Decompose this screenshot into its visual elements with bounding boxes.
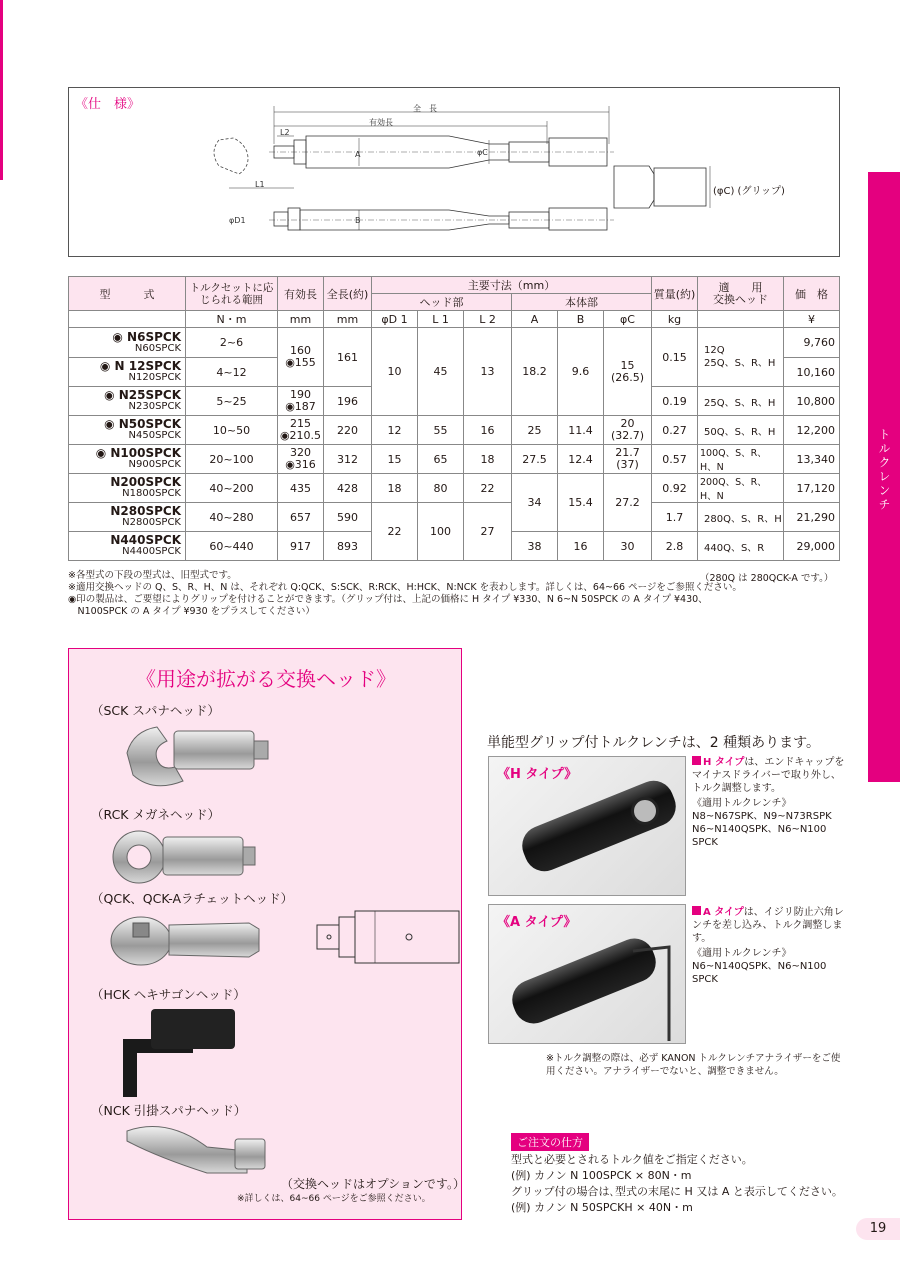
cell-l1: 45 — [418, 328, 464, 416]
model-new: ◉ N25SPCK — [104, 388, 181, 402]
order-tag: ご注文の仕方 — [511, 1133, 589, 1151]
h-type-description — [692, 756, 848, 849]
th-mass: 質量(約) — [652, 277, 698, 311]
end-cap-icon — [631, 797, 659, 825]
a-type-apply-title: 《適用トルクレンチ》 — [692, 948, 792, 959]
cell-total: 428 — [324, 474, 372, 503]
cell-price: 10,160 — [784, 358, 840, 387]
unit-total: mm — [324, 311, 372, 328]
model-old: N2800SPCK — [122, 517, 181, 528]
a-type-tag: 《A タイプ》 — [497, 915, 577, 930]
h-type-grip — [516, 775, 682, 878]
cell-price: 21,290 — [784, 503, 840, 532]
cell-range: 40~280 — [186, 503, 278, 532]
exchange-heads-panel — [68, 648, 465, 1220]
cell-l2: 27 — [464, 503, 512, 561]
cell-price: 29,000 — [784, 532, 840, 561]
unit-d1: φD 1 — [372, 311, 418, 328]
unit-a: A — [512, 311, 558, 328]
cell-l1: 100 — [418, 503, 464, 561]
spec-table — [68, 276, 840, 561]
unit-price: ¥ — [784, 311, 840, 328]
note-280q: （280Q は 280QCK-A です。） — [700, 573, 834, 584]
th-head: ヘッド部 — [372, 294, 512, 311]
cell-total: 161 — [324, 328, 372, 387]
sck-spanner-head-image — [119, 723, 279, 793]
heads-ref-note: ※詳しくは、64~66 ページをご参照ください。 — [237, 1194, 431, 1204]
cell-a: 18.2 — [512, 328, 558, 416]
wrench-square-drive-drawing — [315, 903, 461, 973]
model-old: N60SPCK — [134, 342, 181, 354]
cell-d1: 18 — [372, 474, 418, 503]
cell-l2: 22 — [464, 474, 512, 503]
cell-adapt: 100Q、S、R、H、N — [698, 445, 784, 474]
cell-eff: 435 — [278, 474, 324, 503]
nck-hook-spanner-head-image — [123, 1117, 293, 1187]
cell-range: 10~50 — [186, 416, 278, 445]
model-old: N900SPCK — [128, 459, 181, 470]
cell-eff: 190 ◉187 — [278, 387, 324, 416]
cell-price: 9,760 — [784, 328, 840, 358]
label-a: A — [355, 150, 361, 159]
cell-total: 590 — [324, 503, 372, 532]
grip-section-title: 単能型グリップ付トルクレンチは、2 種類あります。 — [487, 735, 821, 751]
unit-mass: kg — [652, 311, 698, 328]
left-accent-bar — [0, 0, 3, 180]
cell-adapt: 440Q、S、R — [698, 532, 784, 561]
model-old: N120SPCK — [128, 372, 181, 383]
cell-b: 9.6 — [558, 328, 604, 416]
label-b: B — [355, 216, 361, 225]
table-row — [69, 328, 840, 358]
order-line-2: (例) カノン N 100SPCK × 80N・m — [511, 1169, 692, 1182]
cell-eff: 320 ◉316 — [278, 445, 324, 474]
h-type-photo — [488, 756, 686, 896]
label-l2: L2 — [280, 128, 290, 137]
label-effective-length: 有効長 — [369, 118, 393, 127]
spec-title: 《仕 様》 — [75, 97, 141, 112]
hck-hexagon-head-image — [119, 1003, 239, 1103]
head-label-hck: （HCK ヘキサゴンヘッド） — [91, 987, 246, 1002]
unit-b: B — [558, 311, 604, 328]
cell-l1: 80 — [418, 474, 464, 503]
model-new: N200SPCK — [110, 475, 181, 489]
order-instructions — [511, 1152, 856, 1216]
cell-c: 27.2 — [604, 474, 652, 532]
th-body: 本体部 — [512, 294, 652, 311]
analyzer-caution: ※トルク調整の際は、必ず KANON トルクレンチアナライザーをご使用ください。アナライザーでないと、調整できません。 — [546, 1053, 841, 1077]
a-type-apply: N6~N140QSPK、N6~N100 SPCK — [692, 961, 827, 985]
model-old: N230SPCK — [128, 401, 181, 412]
section-side-tab — [868, 172, 900, 782]
cell-total: 220 — [324, 416, 372, 445]
cell-b: 15.4 — [558, 474, 604, 532]
th-main-dims: 主要寸法（mm） — [372, 277, 652, 294]
cell-eff: 657 — [278, 503, 324, 532]
cell-range: 60~440 — [186, 532, 278, 561]
note-line: ※適用交換ヘッドの Q、S、R、H、N は、それぞれ Q:QCK、S:SCK、R:RCK、H:HCK、N:NCK を表わします。詳しくは、64~66 ページをご参照ください。 — [68, 582, 742, 593]
note-line: N100SPCK の A タイプ ¥930 をプラスしてください） — [68, 606, 315, 617]
cell-b: 12.4 — [558, 445, 604, 474]
cell-mass: 1.7 — [652, 503, 698, 532]
a-type-description — [692, 906, 848, 986]
h-type-apply: N8~N67SPK、N9~N73RSPK N6~N140QSPK、N6~N100 SPCK — [692, 811, 832, 848]
cell-range: 40~200 — [186, 474, 278, 503]
page-number: 19 — [856, 1218, 900, 1240]
h-type-apply-title: 《適用トルクレンチ》 — [692, 798, 792, 809]
th-effective: 有効長 — [278, 277, 324, 311]
note-line: ◉印の製品は、ご要望によりグリップを付けることができます。（グリップ付は、上記の価格に H タイプ ¥330、N 6~N 50SPCK の A タイプ ¥430、 — [68, 594, 708, 605]
head-label-qck: （QCK、QCK-Aラチェットヘッド） — [91, 891, 294, 906]
rck-ring-head-image — [109, 827, 269, 887]
cell-d1: 10 — [372, 328, 418, 416]
model-old: N1800SPCK — [122, 488, 181, 499]
head-label-rck: （RCK メガネヘッド） — [91, 807, 220, 822]
cell-b: 16 — [558, 532, 604, 561]
unit-l2: L 2 — [464, 311, 512, 328]
cell-eff: 160 ◉155 — [278, 328, 324, 387]
cell-d1: 22 — [372, 503, 418, 561]
cell-c: 30 — [604, 532, 652, 561]
label-grip: (φC) (グリップ) — [713, 186, 785, 197]
th-total: 全長(約) — [324, 277, 372, 311]
cell-total: 893 — [324, 532, 372, 561]
cell-price: 10,800 — [784, 387, 840, 416]
cell-l2: 13 — [464, 328, 512, 416]
cell-a: 27.5 — [512, 445, 558, 474]
cell-eff: 917 — [278, 532, 324, 561]
a-type-desc: は、イジリ防止六角レンチを差し込み、トルク調整します。 — [692, 907, 844, 944]
cell-l1: 55 — [418, 416, 464, 445]
cell-adapt: 200Q、S、R、H、N — [698, 474, 784, 503]
cell-a: 34 — [512, 474, 558, 532]
th-adapt: 適 用 交換ヘッド — [698, 277, 784, 311]
label-l1: L1 — [255, 180, 265, 189]
cell-mass: 0.19 — [652, 387, 698, 416]
cell-range: 2~6 — [186, 328, 278, 358]
side-tab-label: トルクレンチ — [877, 428, 891, 512]
th-price: 価 格 — [784, 277, 840, 311]
th-model: 型 式 — [69, 277, 186, 311]
model-new: ◉ N6SPCK — [112, 329, 181, 344]
a-type-label: A タイプ — [703, 907, 744, 918]
cell-mass: 0.57 — [652, 445, 698, 474]
head-label-sck: （SCK スパナヘッド） — [91, 703, 220, 718]
h-type-tag: 《H タイプ》 — [497, 767, 578, 782]
h-type-label: H タイプ — [703, 757, 745, 768]
heads-title: 《用途が拡がる交換ヘッド》 — [136, 667, 396, 691]
cell-l2: 16 — [464, 416, 512, 445]
cell-adapt: 50Q、S、R、H — [698, 416, 784, 445]
order-line-1: 型式と必要とされるトルク値をご指定ください。 — [511, 1153, 753, 1166]
model-old: N4400SPCK — [122, 546, 181, 557]
model-new: N280SPCK — [110, 504, 181, 518]
label-phi-c: φC — [477, 148, 488, 157]
cell-price: 12,200 — [784, 416, 840, 445]
model-new: N440SPCK — [110, 533, 181, 547]
model-new: ◉ N 12SPCK — [99, 359, 181, 373]
model-old: N450SPCK — [128, 430, 181, 441]
table-row — [69, 445, 840, 474]
cell-l1: 65 — [418, 445, 464, 474]
cell-range: 4~12 — [186, 358, 278, 387]
cell-mass: 0.27 — [652, 416, 698, 445]
unit-eff: mm — [278, 311, 324, 328]
cell-range: 5~25 — [186, 387, 278, 416]
cell-c: 15 (26.5) — [604, 328, 652, 416]
order-line-4: (例) カノン N 50SPCKH × 40N・m — [511, 1201, 693, 1214]
spec-diagram-box — [68, 87, 840, 257]
heads-option-note: （交換ヘッドはオプションです。） — [281, 1177, 465, 1191]
head-label-nck: （NCK 引掛スパナヘッド） — [91, 1103, 247, 1118]
model-new: ◉ N50SPCK — [104, 417, 181, 431]
model-new: ◉ N100SPCK — [95, 446, 181, 460]
cell-adapt: 280Q、S、R、H — [698, 503, 784, 532]
qck-ratchet-head-image — [109, 909, 279, 969]
unit-c: φC — [604, 311, 652, 328]
cell-d1: 12 — [372, 416, 418, 445]
note-line: ※各型式の下段の型式は、旧型式です。 — [68, 570, 237, 581]
cell-mass: 0.15 — [652, 328, 698, 387]
cell-l2: 18 — [464, 445, 512, 474]
cell-c: 20 (32.7) — [604, 416, 652, 445]
cell-adapt: 12Q 25Q、S、R、H — [698, 328, 784, 387]
cell-total: 196 — [324, 387, 372, 416]
label-phi-d1: φD1 — [229, 216, 246, 225]
cell-mass: 0.92 — [652, 474, 698, 503]
unit-l1: L 1 — [418, 311, 464, 328]
cell-adapt: 25Q、S、R、H — [698, 387, 784, 416]
wrench-diagram — [69, 88, 839, 256]
cell-c: 21.7 (37) — [604, 445, 652, 474]
hex-key-icon — [629, 941, 685, 1043]
unit-range: N・m — [186, 311, 278, 328]
cell-total: 312 — [324, 445, 372, 474]
table-row — [69, 474, 840, 503]
cell-b: 11.4 — [558, 416, 604, 445]
cell-mass: 2.8 — [652, 532, 698, 561]
h-type-desc: は、エンドキャップをマイナスドライバーで取り外し、トルク調整します。 — [692, 757, 845, 794]
cell-d1: 15 — [372, 445, 418, 474]
table-row — [69, 416, 840, 445]
order-line-3: グリップ付の場合は､型式の末尾に H 又は A と表示してください。 — [511, 1185, 843, 1198]
label-total-length: 全 長 — [413, 104, 437, 113]
table-row — [69, 503, 840, 532]
th-range: トルクセットに応じられる範囲 — [186, 277, 278, 311]
cell-price: 17,120 — [784, 474, 840, 503]
cell-range: 20~100 — [186, 445, 278, 474]
cell-eff: 215 ◉210.5 — [278, 416, 324, 445]
cell-a: 25 — [512, 416, 558, 445]
a-type-photo — [488, 904, 686, 1044]
cell-a: 38 — [512, 532, 558, 561]
cell-price: 13,340 — [784, 445, 840, 474]
